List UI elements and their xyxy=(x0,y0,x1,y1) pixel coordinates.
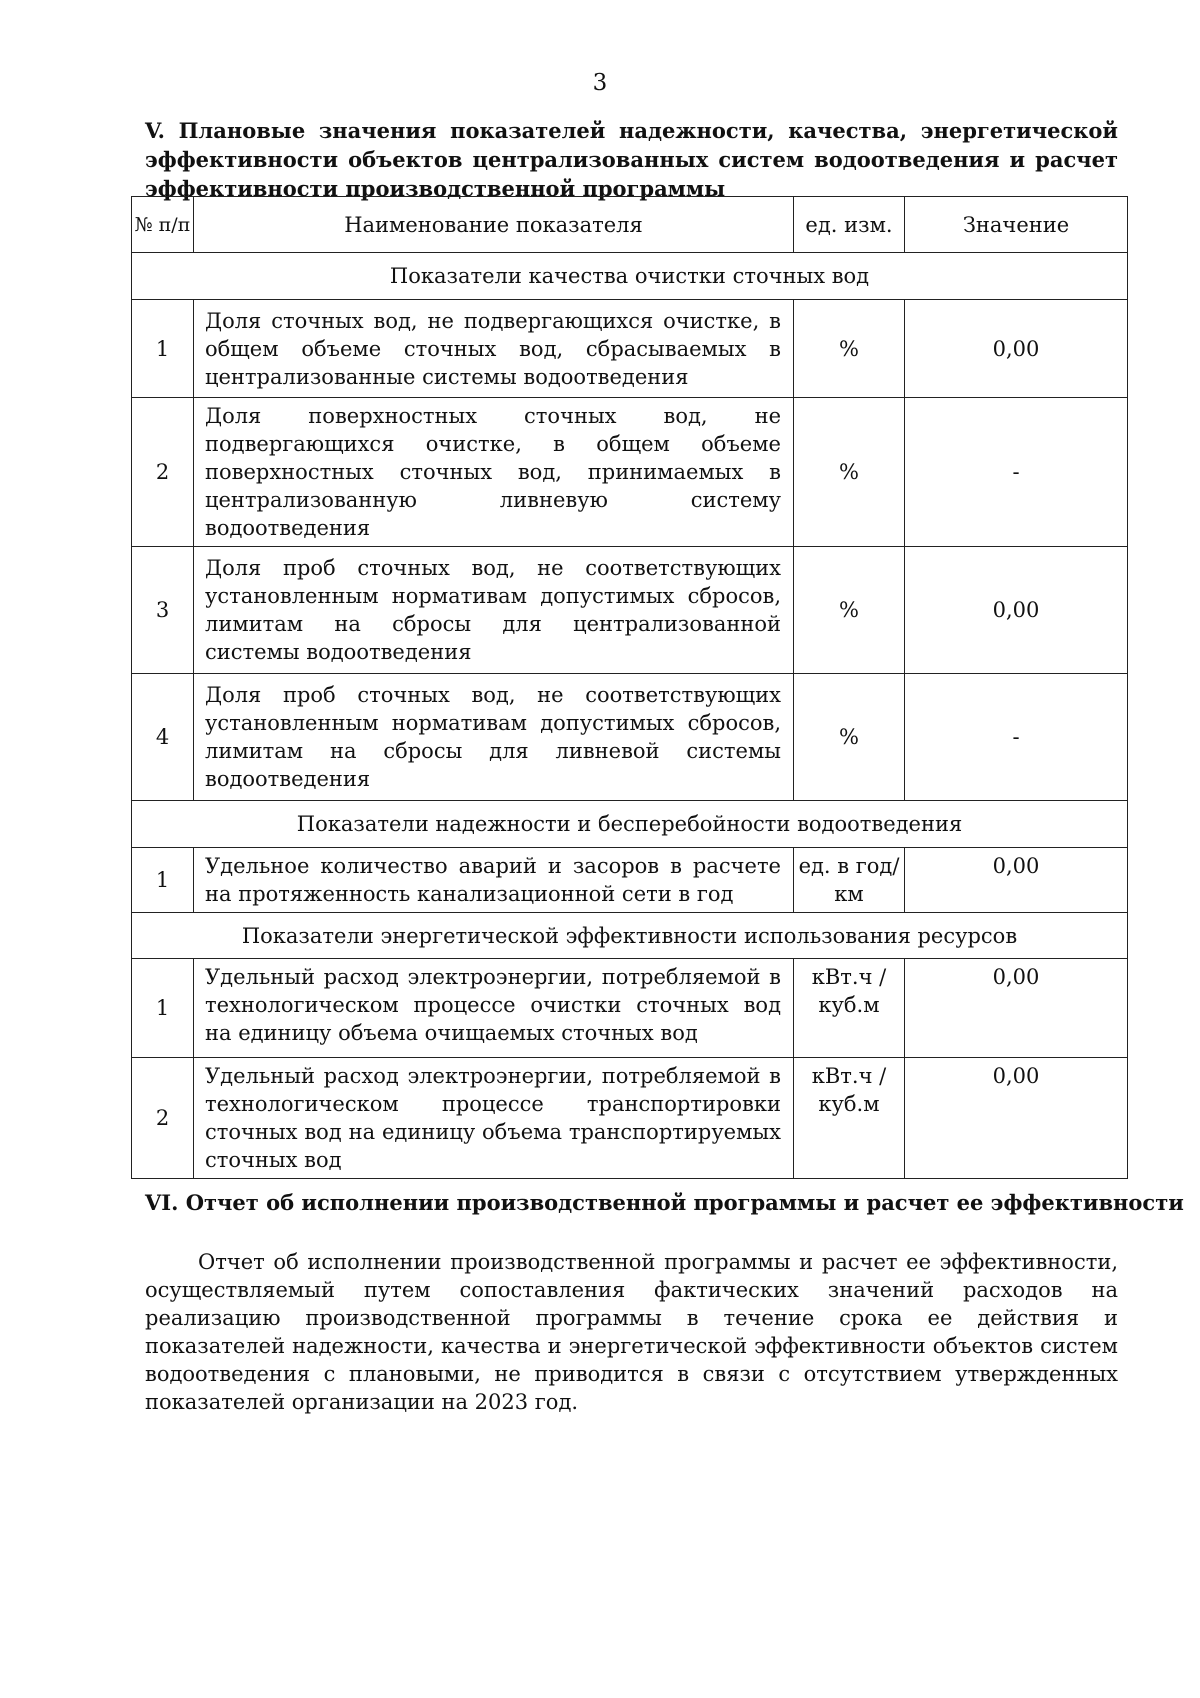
row-num: 2 xyxy=(132,398,194,547)
row-num: 4 xyxy=(132,674,194,801)
header-value: Значение xyxy=(905,197,1128,253)
indicators-table xyxy=(131,196,1128,1179)
row-num: 3 xyxy=(132,547,194,674)
row-unit: ед. в год/ км xyxy=(794,848,905,913)
row-unit: % xyxy=(794,547,905,674)
table-row xyxy=(132,848,1128,913)
section-vi-title: VI. Отчет об исполнении производственной программы и расчет ее эффективности xyxy=(145,1190,1184,1215)
table-row xyxy=(132,398,1128,547)
table-row xyxy=(132,674,1128,801)
row-num: 1 xyxy=(132,959,194,1058)
row-value: 0,00 xyxy=(905,848,1128,913)
row-value: 0,00 xyxy=(905,300,1128,398)
row-value: 0,00 xyxy=(905,959,1128,1058)
group-row-reliability xyxy=(132,801,1128,848)
row-value: 0,00 xyxy=(905,1058,1128,1179)
header-num: № п/п xyxy=(132,197,194,253)
section-v-title: V. Плановые значения показателей надежности, качества, энергетической эффективности объектов централизованных систем водоотведения и расчет эффективности производственной программы xyxy=(145,118,1118,201)
group-row-energy xyxy=(132,913,1128,959)
row-value: 0,00 xyxy=(905,547,1128,674)
header-unit: ед. изм. xyxy=(794,197,905,253)
row-name: Доля поверхностных сточных вод, не подвергающихся очистке, в общем объеме поверхностных сточных вод, принимаемых в централизованную ливневую систему водоотведения xyxy=(194,398,794,547)
page-number: 3 xyxy=(592,70,608,96)
row-name: Доля проб сточных вод, не соответствующих установленным нормативам допустимых сбросов, лимитам на сбросы для централизованной системы водоотведения xyxy=(194,547,794,674)
table-row xyxy=(132,300,1128,398)
table-header-row xyxy=(132,197,1128,253)
row-name: Удельный расход электроэнергии, потребляемой в технологическом процессе очистки сточных вод на единицу объема очищаемых сточных вод xyxy=(194,959,794,1058)
group-row-quality xyxy=(132,253,1128,300)
row-num: 1 xyxy=(132,848,194,913)
section-vi-paragraph: Отчет об исполнении производственной программы и расчет ее эффективности, осуществляемый путем сопоставления фактических значений расходов на реализацию производственной программы в течение срока ее действия и показателей надежности, качества и энергетической эффективности объектов систем водоотведения с плановыми, не приводится в связи с отсутствием утвержденных показателей организации на 2023 год. xyxy=(145,1250,1118,1414)
row-name: Удельное количество аварий и засоров в расчете на протяженность канализационной сети в год xyxy=(194,848,794,913)
table-row xyxy=(132,547,1128,674)
row-name: Доля проб сточных вод, не соответствующих установленным нормативам допустимых сбросов, лимитам на сбросы для ливневой системы водоотведения xyxy=(194,674,794,801)
row-num: 1 xyxy=(132,300,194,398)
row-value: - xyxy=(905,674,1128,801)
row-value: - xyxy=(905,398,1128,547)
group-title: Показатели надежности и бесперебойности водоотведения xyxy=(132,801,1128,848)
row-unit: % xyxy=(794,398,905,547)
header-name: Наименование показателя xyxy=(194,197,794,253)
row-num: 2 xyxy=(132,1058,194,1179)
row-unit: % xyxy=(794,300,905,398)
table-row xyxy=(132,1058,1128,1179)
table-row xyxy=(132,959,1128,1058)
row-unit: кВт.ч / куб.м xyxy=(794,959,905,1058)
row-name: Удельный расход электроэнергии, потребляемой в технологическом процессе транспортировки сточных вод на единицу объема транспортируемых сточных вод xyxy=(194,1058,794,1179)
row-unit: % xyxy=(794,674,905,801)
row-unit: кВт.ч / куб.м xyxy=(794,1058,905,1179)
row-name: Доля сточных вод, не подвергающихся очистке, в общем объеме сточных вод, сбрасываемых в централизованные системы водоотведения xyxy=(194,300,794,398)
group-title: Показатели качества очистки сточных вод xyxy=(132,253,1128,300)
group-title: Показатели энергетической эффективности использования ресурсов xyxy=(132,913,1128,959)
